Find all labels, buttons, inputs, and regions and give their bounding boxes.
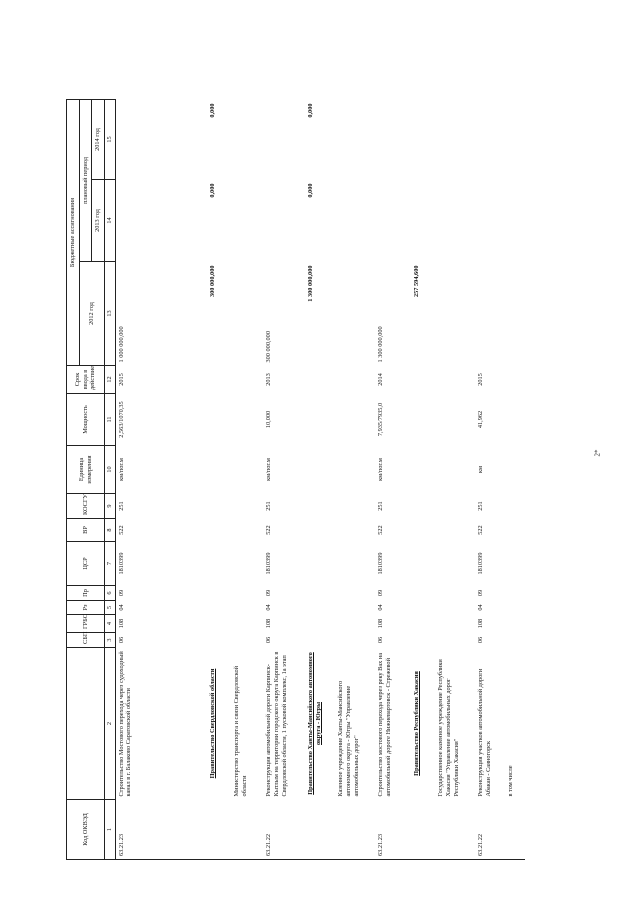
rotated-table-page [66, 100, 590, 860]
table-row [335, 100, 375, 860]
power-cell: 7,935/7935,0 [377, 402, 385, 437]
amount-2012: 300 000,000 [265, 331, 273, 363]
rz-cell: 04 [265, 604, 273, 611]
unit-cell: км [477, 465, 485, 474]
header-csr: ЦСР [67, 542, 105, 586]
unit-cell: км/пог.м [377, 458, 385, 481]
table-row [231, 100, 263, 860]
amount-2012: 300 000,000 [209, 265, 217, 297]
term-cell: 2015 [477, 373, 485, 386]
header-col2 [67, 648, 105, 800]
grbs-cell: 108 [265, 618, 273, 629]
header-2013: 2013 год [92, 180, 105, 262]
agency-name: Государственное казенное учреждение Республики Хакасия "Управление автомобильных дорог Республики Хакасия" [437, 659, 460, 797]
table-row [115, 100, 207, 860]
vr-cell: 522 [117, 525, 125, 535]
header-rz: Рз [67, 601, 105, 615]
table-row [475, 100, 505, 860]
group-title: Правительство Ханты-Мансийского автономного округа - Югры [307, 652, 322, 795]
kosgu-cell: 251 [477, 501, 485, 511]
amount-2014 [115, 100, 207, 180]
csr-cell: 1810399 [265, 552, 273, 575]
header-budget: Бюджетные ассигнования [67, 100, 80, 366]
header-vr: ВР [67, 519, 105, 542]
csr-cell: 1810399 [477, 552, 485, 575]
agency-name: Казенное учреждение Ханты-Мансийского автономного округа - Югры "Управление автомобильных дорог" [337, 680, 360, 797]
header-sbp: СБП [67, 633, 105, 648]
col-number: 9 [105, 494, 116, 519]
including-label: в том числе [507, 765, 515, 797]
amount-2014: 0,000 [209, 103, 217, 118]
term-cell: 2015 [117, 373, 125, 386]
col-number: 8 [105, 519, 116, 542]
col-number: 7 [105, 542, 116, 586]
header-term: Срок ввода в действие [67, 366, 105, 394]
vr-cell: 522 [477, 525, 485, 535]
amount-2012: 1 300 000,000 [307, 265, 315, 302]
header-2012: 2012 год [79, 262, 104, 366]
unit-cell: км/пог.м [117, 458, 125, 481]
okved-cell: 63.21.23 [375, 800, 411, 860]
kosgu-cell: 251 [377, 501, 385, 511]
column-number-row [105, 100, 116, 860]
vr-cell: 522 [265, 525, 273, 535]
sbp-cell: 06 [377, 636, 385, 644]
header-unit: Единица измерения [67, 446, 105, 494]
header-2014: 2014 год [92, 100, 105, 180]
amount-2012: 1 300 000,000 [377, 326, 385, 363]
col-number: 10 [105, 446, 116, 494]
table-header [67, 100, 116, 860]
okved-cell: 63.21.22 [263, 800, 305, 860]
col-number: 11 [105, 394, 116, 446]
power-cell: 41,962 [477, 410, 485, 429]
grbs-cell: 108 [477, 618, 485, 629]
table-row [305, 100, 335, 860]
col-number: 5 [105, 601, 116, 615]
header-kosgu: КОСГУ [67, 494, 105, 519]
header-pr: Пр [67, 586, 105, 601]
table-row [263, 100, 305, 860]
pr-cell: 09 [377, 589, 385, 597]
unit-cell: км/пог.м [265, 458, 273, 481]
rz-cell: 04 [117, 604, 125, 611]
term-cell: 2013 [265, 373, 273, 386]
col-number: 6 [105, 586, 116, 601]
col-number: 2 [105, 648, 116, 800]
object-name: Реконструкция автомобильной дороги Карпинск-Кытлым на территории городского округа Карпинск в Свердловской области, 1 пусковой комплекс, 1а этап [265, 651, 288, 797]
col-number: 3 [105, 633, 116, 648]
col-number: 4 [105, 615, 116, 633]
col-number: 1 [105, 800, 116, 860]
amount-2013: 0,000 [307, 183, 315, 198]
header-power: Мощность [67, 394, 105, 446]
grbs-cell: 108 [377, 618, 385, 629]
kosgu-cell: 251 [117, 501, 125, 511]
header-planned: плановый период [79, 100, 92, 262]
group-title: Правительство Свердловской области [209, 668, 217, 779]
object-name: Реконструкция участков автомобильной дороги Абакан - Саяногорск [477, 668, 492, 797]
sbp-cell: 06 [477, 636, 485, 644]
amount-2013 [115, 180, 207, 262]
table-row [435, 100, 475, 860]
power-cell: 2,563/1070,35 [117, 401, 125, 438]
agency-name: Министерство транспорта и связи Свердловской области [233, 665, 248, 797]
header-okved: Код ОКВЭД [67, 800, 105, 860]
grbs-cell: 108 [117, 618, 125, 629]
table-row [207, 100, 231, 860]
table-row [505, 100, 525, 860]
table-body [115, 100, 525, 860]
table-row [411, 100, 435, 860]
object-name: Строительство мостового перехода через реку Вах на автомобильной дороге Нижневартовск - Стрежевой [377, 652, 392, 797]
term-cell: 2014 [377, 373, 385, 386]
group-title: Правительство Республики Хакасия [413, 671, 421, 776]
object-name: Строительство Мостового перехода через судоходный канал в г. Балаково Саратовской области [117, 651, 133, 797]
rz-cell: 04 [377, 604, 385, 611]
okved-cell: 63.21.22 [475, 800, 505, 860]
col-number: 12 [105, 366, 116, 394]
rz-cell: 04 [477, 604, 485, 611]
page-number: 2* [593, 449, 602, 457]
amount-2014: 0,000 [307, 103, 315, 118]
header-grbs: ГРБС [67, 615, 105, 633]
kosgu-cell: 251 [265, 501, 273, 511]
vr-cell: 522 [377, 525, 385, 535]
amount-2013: 0,000 [209, 183, 217, 198]
col-number: 13 [105, 262, 116, 366]
csr-cell: 1810399 [377, 552, 385, 575]
col-number: 14 [105, 180, 116, 262]
okved-cell: 63.21.23 [115, 800, 207, 860]
sbp-cell: 06 [117, 636, 125, 644]
amount-2012: 257 594,600 [413, 265, 421, 297]
pr-cell: 09 [477, 589, 485, 597]
budget-table [66, 99, 525, 860]
sbp-cell: 06 [265, 636, 273, 644]
table-row [375, 100, 411, 860]
amount-2012: 1 000 000,000 [117, 326, 125, 363]
pr-cell: 09 [117, 589, 125, 597]
col-number: 15 [105, 100, 116, 180]
pr-cell: 09 [265, 589, 273, 597]
power-cell: 10,000 [265, 410, 273, 429]
csr-cell: 1810399 [117, 552, 125, 575]
